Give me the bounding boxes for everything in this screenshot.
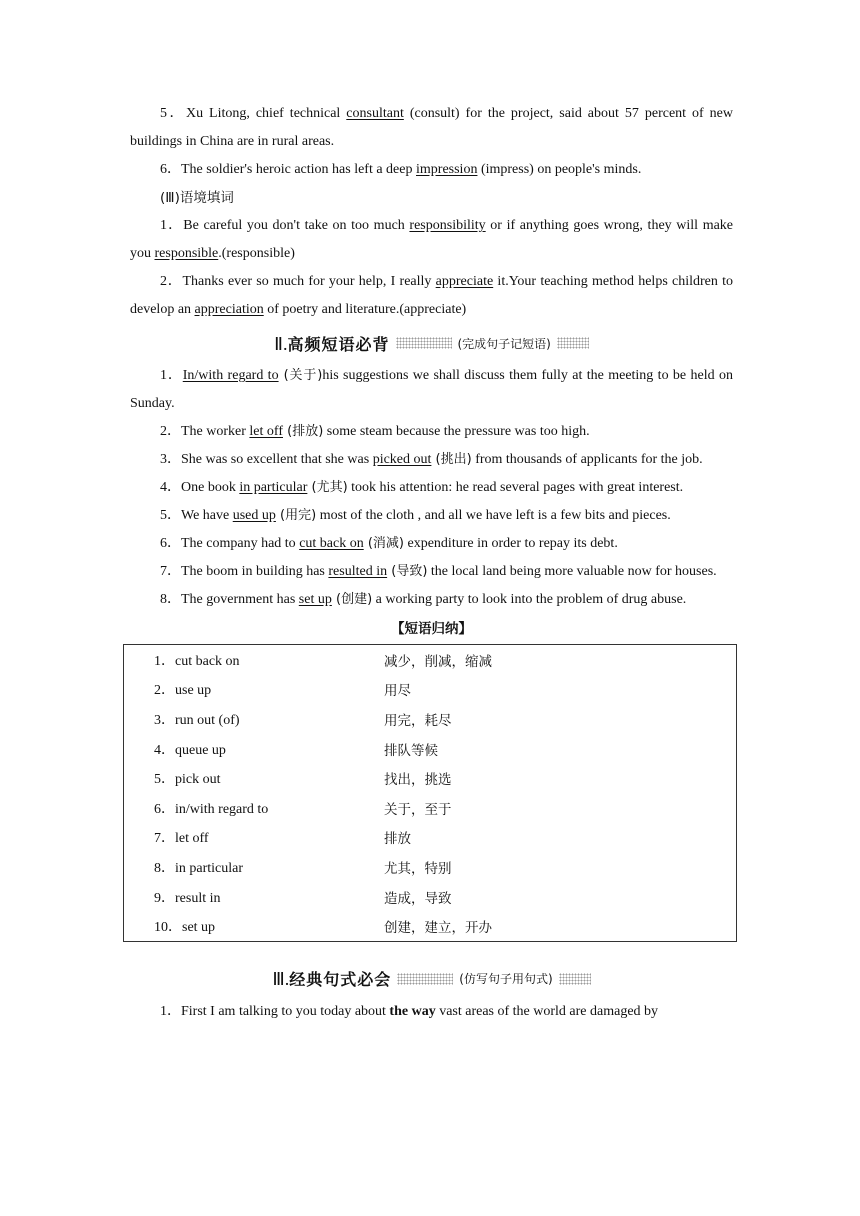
answer-blank: appreciation	[194, 302, 264, 317]
summary-row: 2．use up 用尽	[154, 683, 411, 700]
phrase-item: 2．The worker let off (排放) some steam because the pressure was too high.	[160, 424, 590, 439]
summary-heading: 【短语归纳】	[391, 621, 472, 637]
vocab-item: 6．The soldier's heroic action has left a deep impression (impress) on people's minds.	[160, 162, 642, 177]
dotted-decoration	[557, 337, 589, 349]
phrase-item: 3．She was so excellent that she was picked out (挑出) from thousands of applicants for the job.	[160, 452, 703, 467]
answer-blank: responsibility	[409, 218, 486, 233]
answer-blank: picked out	[372, 452, 432, 467]
answer-blank: in particular	[239, 480, 308, 495]
summary-row: 4．queue up 排队等候	[154, 742, 438, 759]
dotted-decoration	[397, 973, 453, 985]
summary-row: 7．let off 排放	[154, 831, 411, 848]
context-item: 1．Be careful you don't take on too much responsibility or if anything goes wrong, they will make you responsible.(responsible)	[130, 218, 734, 261]
answer-blank: set up	[298, 592, 332, 607]
answer-blank: cut back on	[299, 536, 364, 551]
context-item: 2．Thanks ever so much for your help, I really appreciate it.Your teaching method helps children to develop an appreciation of poetry and literature.(appreciate)	[130, 274, 734, 317]
answer-blank: resulted in	[328, 564, 388, 579]
vocab-item: 5．Xu Litong, chief technical consultant (consult) for the project, said about 57 percent of new buildings in China are in rural areas.	[130, 106, 733, 149]
answer-blank: In/with regard to	[182, 368, 279, 383]
dotted-decoration	[396, 337, 452, 349]
phrase-item: 4．One book in particular (尤其) took his attention: he read several pages with great interest.	[160, 480, 684, 495]
answer-blank: responsible	[154, 246, 219, 261]
answer-blank: appreciate	[435, 274, 494, 289]
answer-blank: impression	[416, 162, 478, 177]
summary-row: 3．run out (of) 用完，耗尽	[154, 712, 452, 729]
answer-blank: used up	[232, 508, 276, 523]
summary-row: 5．pick out 找出，挑选	[154, 772, 452, 789]
summary-row: 1．cut back on 减少，削减，缩减	[154, 653, 492, 670]
phrase-item: 6．The company had to cut back on (消减) expenditure in order to repay its debt.	[160, 536, 618, 551]
section-heading-sentences: Ⅲ.经典句式必会 (仿写句子用句式)	[130, 964, 733, 994]
sentence-item: 1．First I am talking to you today about the way vast areas of the world are damaged by	[160, 1003, 659, 1019]
summary-row: 9．result in 造成，导致	[154, 890, 452, 907]
summary-row: 8．in particular 尤其，特别	[154, 860, 452, 877]
answer-blank: let off	[249, 424, 283, 439]
phrase-summary-box	[123, 644, 737, 942]
section-heading-phrases: Ⅱ.高频短语必背 (完成句子记短语)	[130, 328, 733, 358]
phrase-item: 5．We have used up (用完) most of the cloth , and all we have left is a few bits and pieces.	[160, 508, 671, 523]
phrase-item: 8．The government has set up (创建) a working party to look into the problem of drug abuse.	[160, 592, 687, 607]
document-page	[130, 100, 733, 1026]
summary-row: 6．in/with regard to 关于，至于	[154, 801, 452, 818]
subsection-heading: (Ⅲ)语境填词	[160, 190, 234, 206]
answer-blank: consultant	[346, 106, 404, 121]
phrase-item: 1．In/with regard to (关于)his suggestions we shall discuss them fully at the meeting to be held on Sunday.	[130, 368, 733, 411]
summary-row: 10．set up 创建，建立，开办	[154, 920, 492, 937]
phrase-item: 7．The boom in building has resulted in (导致) the local land being more valuable now for houses.	[160, 564, 717, 579]
dotted-decoration	[559, 973, 591, 985]
